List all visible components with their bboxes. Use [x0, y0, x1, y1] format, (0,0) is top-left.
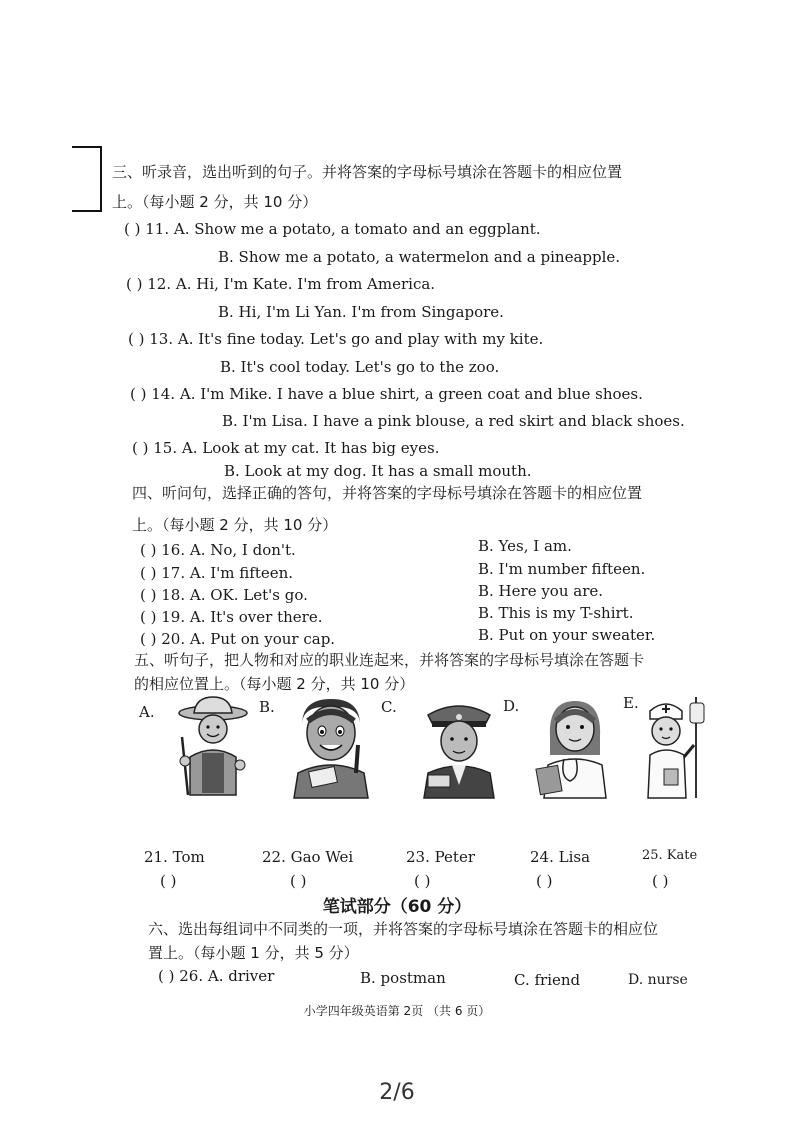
- page-indicator: 2/6: [379, 1080, 415, 1105]
- section3-heading-line1: 三、听录音，选出听到的句子。并将答案的字母标号填涂在答题卡的相应位置: [112, 163, 623, 181]
- question-20-a: ( ) 20. A. Put on your cap.: [140, 630, 336, 648]
- match-name-23: 23. Peter: [406, 848, 475, 866]
- question-26-a: ( ) 26. A. driver: [158, 967, 275, 985]
- picture-label-e: E.: [623, 694, 639, 712]
- question-18-b: B. Here you are.: [478, 582, 604, 600]
- match-name-21: 21. Tom: [144, 848, 205, 866]
- picture-label-a: A.: [139, 703, 155, 721]
- question-15-b: B. Look at my dog. It has a small mouth.: [224, 462, 532, 480]
- picture-label-d: D.: [503, 697, 520, 715]
- question-19-a: ( ) 19. A. It's over there.: [140, 608, 323, 626]
- match-blank-23: ( ): [414, 872, 431, 890]
- match-name-25: 25. Kate: [642, 848, 698, 863]
- section4-heading-line2: 上。（每小题 2 分，共 10 分）: [132, 516, 338, 534]
- question-12-a: ( ) 12. A. Hi, I'm Kate. I'm from America.: [126, 275, 436, 293]
- page-footer: 小学四年级英语第 2页 （共 6 页）: [303, 1004, 491, 1018]
- match-blank-22: ( ): [290, 872, 307, 890]
- question-18-a: ( ) 18. A. OK. Let's go.: [140, 586, 308, 604]
- question-17-a: ( ) 17. A. I'm fifteen.: [140, 564, 294, 582]
- match-blank-25: ( ): [652, 872, 669, 890]
- section3-heading-line2: 上。（每小题 2 分，共 10 分）: [112, 193, 318, 211]
- question-14-a: ( ) 14. A. I'm Mike. I have a blue shirt, a green coat and blue shoes.: [130, 385, 643, 403]
- farmer-picture: [168, 695, 258, 800]
- question-17-b: B. I'm number fifteen.: [478, 560, 646, 578]
- doctor-picture: [530, 695, 620, 800]
- match-name-24: 24. Lisa: [530, 848, 591, 866]
- picture-label-c: C.: [381, 698, 397, 716]
- question-11-b: B. Show me a potato, a watermelon and a pineapple.: [218, 248, 621, 266]
- section5-heading-line1: 五、听句子，把人物和对应的职业连起来，并将答案的字母标号填涂在答题卡: [134, 651, 645, 669]
- question-26-b: B. postman: [360, 969, 446, 987]
- question-11-a: ( ) 11. A. Show me a potato, a tomato and an eggplant.: [124, 220, 541, 238]
- question-14-b: B. I'm Lisa. I have a pink blouse, a red skirt and black shoes.: [222, 412, 685, 430]
- question-26-d: D. nurse: [628, 972, 688, 988]
- match-name-22: 22. Gao Wei: [262, 848, 354, 866]
- question-20-b: B. Put on your sweater.: [478, 626, 656, 644]
- question-16-a: ( ) 16. A. No, I don't.: [140, 541, 296, 559]
- question-13-a: ( ) 13. A. It's fine today. Let's go and play with my kite.: [128, 330, 544, 348]
- written-part-title: 笔试部分（60 分）: [322, 897, 472, 917]
- question-26-c: C. friend: [514, 971, 581, 989]
- section6-heading-line2: 置上。（每小题 1 分，共 5 分）: [148, 944, 359, 962]
- section5-heading-line2: 的相应位置上。（每小题 2 分，共 10 分）: [134, 675, 415, 693]
- section4-heading-line1: 四、听问句，选择正确的答句，并将答案的字母标号填涂在答题卡的相应位置: [132, 484, 643, 502]
- binding-bracket-mark: [72, 146, 102, 212]
- question-16-b: B. Yes, I am.: [478, 537, 572, 555]
- nurse-picture: [644, 695, 734, 800]
- question-19-b: B. This is my T-shirt.: [478, 604, 634, 622]
- question-15-a: ( ) 15. A. Look at my cat. It has big eyes.: [132, 439, 440, 457]
- match-blank-21: ( ): [160, 872, 177, 890]
- section6-heading-line1: 六、选出每组词中不同类的一项，并将答案的字母标号填涂在答题卡的相应位: [148, 920, 659, 938]
- driver-picture: [414, 695, 504, 800]
- match-blank-24: ( ): [536, 872, 553, 890]
- teacher-picture: [286, 695, 376, 800]
- picture-label-b: B.: [259, 698, 275, 716]
- question-13-b: B. It's cool today. Let's go to the zoo.: [220, 358, 500, 376]
- question-12-b: B. Hi, I'm Li Yan. I'm from Singapore.: [218, 303, 504, 321]
